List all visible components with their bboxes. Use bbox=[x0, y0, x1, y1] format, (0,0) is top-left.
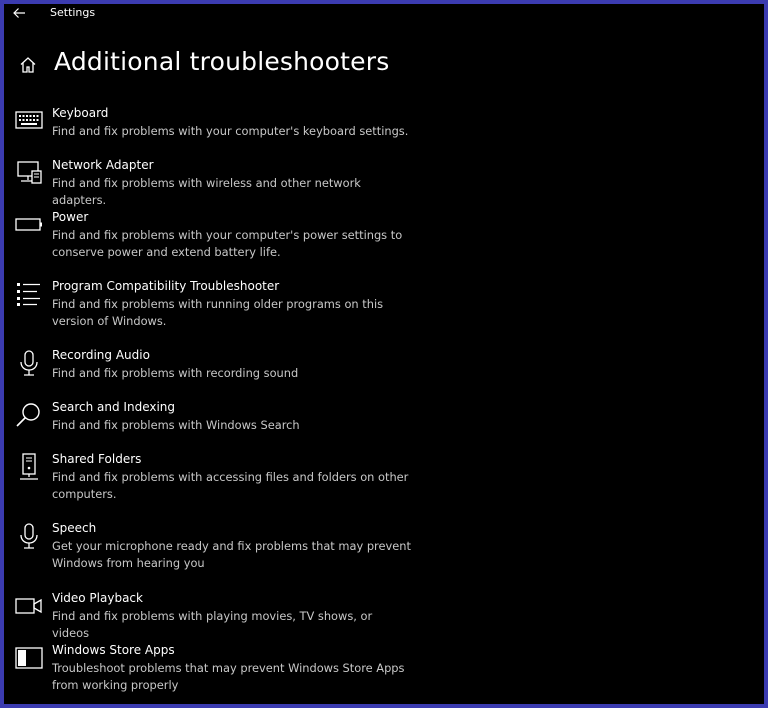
microphone-icon bbox=[15, 522, 43, 550]
troubleshooter-name: Keyboard bbox=[52, 106, 109, 120]
battery-icon bbox=[15, 211, 43, 239]
home-icon[interactable] bbox=[18, 55, 38, 75]
troubleshooter-description: Find and fix problems with playing movies, TV shows, or videos bbox=[52, 609, 373, 640]
troubleshooter-description: Troubleshoot problems that may prevent Windows Store Apps from working properly bbox=[52, 661, 405, 692]
troubleshooter-name: Recording Audio bbox=[52, 348, 150, 362]
troubleshooter-description: Find and fix problems with your computer's keyboard settings. bbox=[52, 124, 409, 138]
title-bar bbox=[4, 4, 764, 22]
keyboard-icon bbox=[15, 107, 43, 135]
shared-folders-icon bbox=[15, 453, 43, 481]
network-adapter-icon bbox=[15, 159, 43, 187]
back-arrow-icon[interactable] bbox=[12, 5, 26, 19]
troubleshooter-name: Network Adapter bbox=[52, 158, 154, 172]
search-icon bbox=[15, 401, 43, 429]
troubleshooter-name: Speech bbox=[52, 521, 97, 535]
troubleshooter-name: Program Compatibility Troubleshooter bbox=[52, 279, 280, 293]
troubleshooter-name: Search and Indexing bbox=[52, 400, 176, 414]
troubleshooter-description: Find and fix problems with wireless and other network adapters. bbox=[52, 176, 361, 207]
troubleshooter-name: Shared Folders bbox=[52, 452, 142, 466]
troubleshooter-name: Video Playback bbox=[52, 591, 143, 605]
microphone-icon bbox=[15, 349, 43, 377]
settings-window bbox=[4, 4, 764, 704]
troubleshooter-description: Get your microphone ready and fix problems that may prevent Windows from hearing you bbox=[52, 539, 411, 570]
video-camera-icon bbox=[15, 592, 43, 620]
troubleshooter-name: Power bbox=[52, 210, 89, 224]
troubleshooter-description: Find and fix problems with your computer's power settings to conserve power and extend battery life. bbox=[52, 228, 403, 259]
troubleshooter-description: Find and fix problems with accessing files and folders on other computers. bbox=[52, 470, 409, 501]
troubleshooter-description: Find and fix problems with Windows Search bbox=[52, 418, 300, 432]
app-title: Settings bbox=[50, 6, 96, 19]
page-title: Additional troubleshooters bbox=[54, 47, 390, 76]
troubleshooter-description: Find and fix problems with running older programs on this version of Windows. bbox=[52, 297, 384, 328]
list-icon bbox=[15, 280, 43, 308]
troubleshooter-name: Windows Store Apps bbox=[52, 643, 175, 657]
troubleshooter-description: Find and fix problems with recording sound bbox=[52, 366, 299, 380]
store-apps-icon bbox=[15, 644, 43, 672]
